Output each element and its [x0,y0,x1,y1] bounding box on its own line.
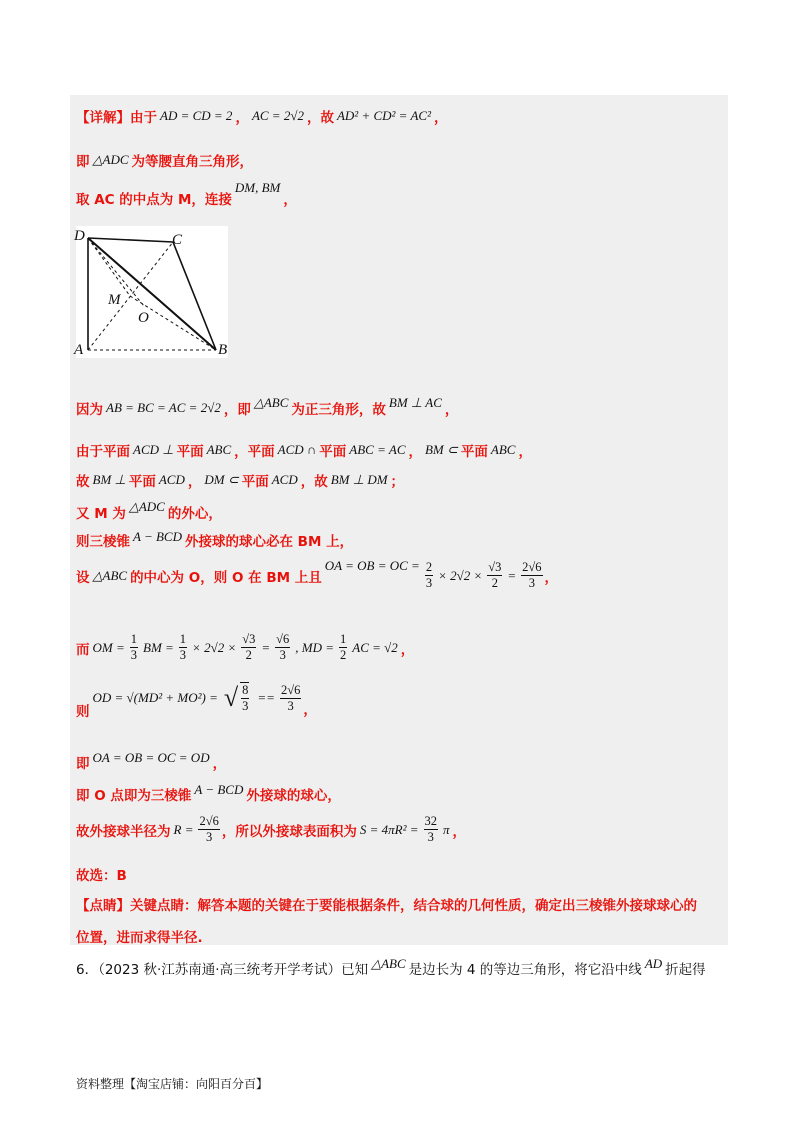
math: OA = OB = OC = [324,557,420,573]
math: ACD [271,472,298,487]
key-point-text: 【点睛】关键点睛：解答本题的关键在于要能根据条件，结合球的几何性质，确定出三棱锥外接球球心的 [76,898,697,914]
fraction: $\frac{1}{2}$ [340,632,347,662]
solution-line-8 [76,530,353,550]
solution-line-16 [76,894,697,914]
math: BM ⊥ DM [330,472,388,487]
math: BM = [143,639,174,655]
solution-line-10 [76,632,414,663]
text: 故 [76,474,90,490]
math: ABC = AC [349,442,406,457]
text: 平面 [241,474,269,490]
solution-line-17 [76,926,203,946]
math: △ADC [128,499,165,514]
page-footer: 资料整理【淘宝店铺：向阳百分百】 [76,1077,269,1091]
math: R = [173,821,194,837]
text: 则三棱锥 [76,534,130,550]
math: BM ⊥ AC [388,395,442,410]
vertex-label-M: M [108,292,121,308]
text: ， [452,823,467,840]
text: 平面 [319,444,347,460]
text: 6．（2023 秋·江苏南通·高三统考开学考试）已知 [76,962,369,978]
solution-line-13 [76,784,341,804]
text: 外接球的球心， [246,788,341,804]
fraction: $\frac{32}{3}$ [424,814,437,844]
solution-line-2 [76,150,253,170]
vertex-label-B: B [218,342,228,358]
math: ACD ⊥ [133,442,174,457]
fraction: $\frac{2√6}{3}$ [522,560,542,590]
solution-line-12 [76,752,226,772]
math: DM, BM [234,180,281,195]
solution-line-1 [76,106,447,126]
text: 取 AC 的中点为 M，连接 [76,192,232,208]
text: ， [408,444,422,460]
math: = [261,639,271,655]
text: 因为 [76,402,103,418]
text: 平面 [128,474,156,490]
answer-text: 故选：B [76,868,127,884]
vertex-label-D: D [74,228,85,244]
solution-line-6 [76,470,404,490]
solution-line-4 [76,395,459,418]
math: AD [644,956,663,971]
math: ACD ∩ [277,442,317,457]
sqrt-fraction: √ $\frac{8}{3}$ [223,683,249,713]
math: A − BCD [194,782,244,797]
text: 外接球的球心必在 BM 上， [184,534,354,550]
math: △ABC [253,395,289,410]
text: 即 [76,756,90,772]
text: ， [433,110,448,126]
text: ， [303,702,317,718]
math: = [507,567,517,583]
solution-line-7 [76,499,222,522]
text: 的中心为 O，则 O 在 BM 上且 [130,569,322,586]
vertex-label-C: C [172,232,183,248]
math: AC = 2√2 [251,108,304,123]
text: 是边长为 4 的等边三角形，将它沿中线 [408,962,642,978]
math: S = 4πR² = [359,821,419,837]
text: 由于平面 [76,444,130,460]
fraction: $\frac{2}{3}$ [425,560,433,590]
text: 又 M 为 [76,506,126,522]
solution-line-9 [76,557,559,591]
fraction: $\frac{√6}{3}$ [276,632,290,662]
text: ， [444,402,459,418]
text: 设 [76,569,90,586]
text: 则 [76,704,90,720]
text: 为正三角形，故 [291,402,386,418]
text: ， [187,474,202,490]
solution-line-3 [76,180,297,208]
math: A − BCD [133,529,182,544]
text: ， [283,192,297,208]
math: ACD [158,472,185,487]
math: △ABC [92,567,128,583]
math: × 2√2 × [438,567,483,583]
text: 而 [76,641,90,658]
fraction: $\frac{1}{3}$ [179,632,187,662]
math: π [443,821,450,837]
text: ，故 [300,474,328,490]
text: 【详解】由于 [76,110,157,126]
solution-line-14 [76,814,466,845]
fraction: $\frac{1}{3}$ [130,632,137,662]
tetrahedron-diagram [76,226,228,358]
text: 平面 [176,444,204,460]
solution-line-5 [76,440,532,460]
math: △ADC [92,152,129,167]
text: ， [235,110,249,126]
text: ，所以外接球表面积为 [221,823,357,840]
math: ABC [206,442,232,457]
text: 即 O 点即为三棱锥 [76,788,192,804]
math: BM ⊂ [424,442,458,457]
math: BM ⊥ [92,472,126,487]
math: AD² + CD² = AC² [336,108,431,123]
text: ，平面 [234,444,275,460]
text: ， [212,756,227,772]
fraction: $\frac{2√6}{3}$ [280,682,301,713]
text: 故外接球半径为 [76,823,171,840]
text: 平面 [460,444,488,460]
math: OD = √(MD² + MO²) = [92,690,218,705]
math: ABC [490,442,516,457]
question-6 [76,958,706,978]
solution-line-15 [76,864,127,884]
text: ，即 [223,402,251,418]
math: , MD = [295,639,335,655]
math: AB = BC = AC = 2√2 [106,400,221,415]
math: × 2√2 × [192,639,237,655]
vertex-label-O: O [138,310,149,326]
fraction: $\frac{√3}{2}$ [242,632,256,662]
math: △ABC [371,956,406,971]
math: AD = CD = 2 [160,108,233,123]
solution-line-11 [76,682,317,720]
text: ， [544,569,559,586]
math: OM = [92,639,125,655]
fraction: $\frac{√3}{2}$ [488,560,502,590]
text: ， [518,444,532,460]
math: AC = √2 [352,639,398,655]
math: == [257,690,275,705]
text: ； [390,474,405,490]
text: 折起得 [665,962,706,978]
vertex-label-A: A [74,342,84,358]
text: ，故 [306,110,334,126]
fraction: $\frac{2√6}{3}$ [199,814,219,844]
math: OA = OB = OC = OD [92,750,210,765]
text: 的外心， [167,506,222,522]
math: DM ⊂ [204,472,239,487]
key-point-text: 位置，进而求得半径. [76,930,203,946]
text: 即 [76,154,90,170]
text: ， [400,641,415,658]
text: 为等腰直角三角形， [131,154,253,170]
